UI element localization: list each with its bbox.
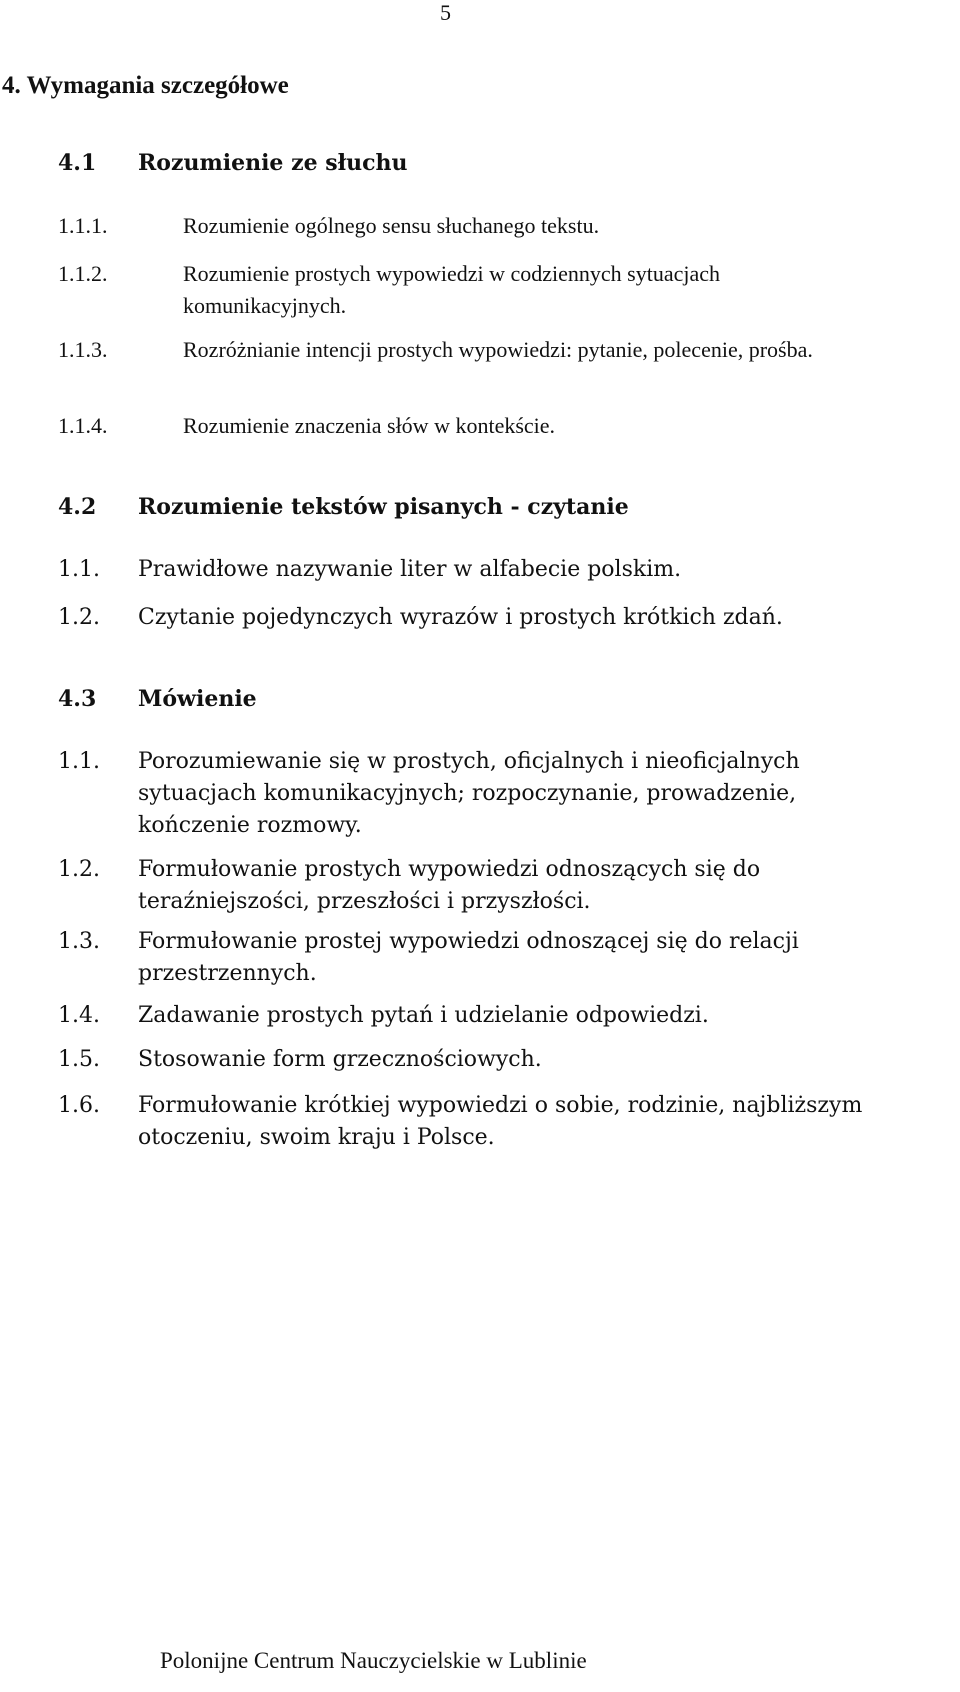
list-item xyxy=(58,1000,888,1032)
section-heading-speaking xyxy=(58,686,257,712)
main-heading: 4. Wymagania szczegółowe xyxy=(2,72,289,99)
list-item xyxy=(58,258,888,322)
item-text: Rozróżnianie intencji prostych wypowiedzi: pytanie, polecenie, prośba. xyxy=(183,337,813,362)
item-number: 1.6. xyxy=(58,1093,100,1118)
item-text: Zadawanie prostych pytań i udzielanie odpowiedzi. xyxy=(138,1003,709,1028)
list-item xyxy=(58,746,888,842)
list-item xyxy=(58,1044,888,1076)
list-item xyxy=(58,554,888,586)
item-text: Prawidłowe nazywanie liter w alfabecie polskim. xyxy=(138,557,682,582)
item-number: 1.1.4. xyxy=(58,413,108,438)
item-number: 1.4. xyxy=(58,1003,100,1028)
list-item xyxy=(58,854,888,918)
section-title: Rozumienie tekstów pisanych - czytanie xyxy=(138,494,629,520)
item-text: Czytanie pojedynczych wyrazów i prostych krótkich zdań. xyxy=(138,605,783,630)
page-footer: Polonijne Centrum Nauczycielskie w Lublinie xyxy=(160,1648,587,1673)
item-number: 1.5. xyxy=(58,1047,100,1072)
item-text: Stosowanie form grzecznościowych. xyxy=(138,1047,542,1072)
list-item xyxy=(58,410,888,442)
item-number: 1.1.2. xyxy=(58,261,108,286)
section-title: Rozumienie ze słuchu xyxy=(138,150,408,176)
item-text: Porozumiewanie się w prostych, oficjalnych i nieoficjalnych sytuacjach komunikacyjnych; rozpoczynanie, prowadzenie, kończenie rozmowy. xyxy=(138,749,800,838)
item-text: Rozumienie znaczenia słów w kontekście. xyxy=(183,413,556,438)
item-number: 1.2. xyxy=(58,605,100,630)
item-text: Rozumienie ogólnego sensu słuchanego tekstu. xyxy=(183,213,600,238)
item-number: 1.1. xyxy=(58,557,100,582)
section-number: 4.2 xyxy=(58,494,97,520)
item-text: Formułowanie krótkiej wypowiedzi o sobie, rodzinie, najbliższym otoczeniu, swoim kraju i Polsce. xyxy=(138,1093,863,1150)
item-text: Formułowanie prostej wypowiedzi odnoszącej się do relacji przestrzennych. xyxy=(138,929,799,986)
list-item xyxy=(58,926,888,990)
section-heading-reading xyxy=(58,494,629,520)
item-number: 1.1. xyxy=(58,749,100,774)
item-number: 1.1.1. xyxy=(58,213,108,238)
list-item xyxy=(58,210,888,242)
list-item xyxy=(58,602,888,634)
section-number: 4.3 xyxy=(58,686,97,712)
list-item xyxy=(58,334,888,366)
item-number: 1.2. xyxy=(58,857,100,882)
list-item xyxy=(58,1090,888,1154)
item-number: 1.1.3. xyxy=(58,337,108,362)
section-title: Mówienie xyxy=(138,686,257,712)
item-text: Formułowanie prostych wypowiedzi odnoszących się do teraźniejszości, przeszłości i przyszłości. xyxy=(138,857,761,914)
item-number: 1.3. xyxy=(58,929,100,954)
section-number: 4.1 xyxy=(58,150,97,176)
page-number: 5 xyxy=(440,0,451,25)
item-text: Rozumienie prostych wypowiedzi w codziennych sytuacjach komunikacyjnych. xyxy=(183,261,721,318)
section-heading-listening xyxy=(58,150,407,176)
